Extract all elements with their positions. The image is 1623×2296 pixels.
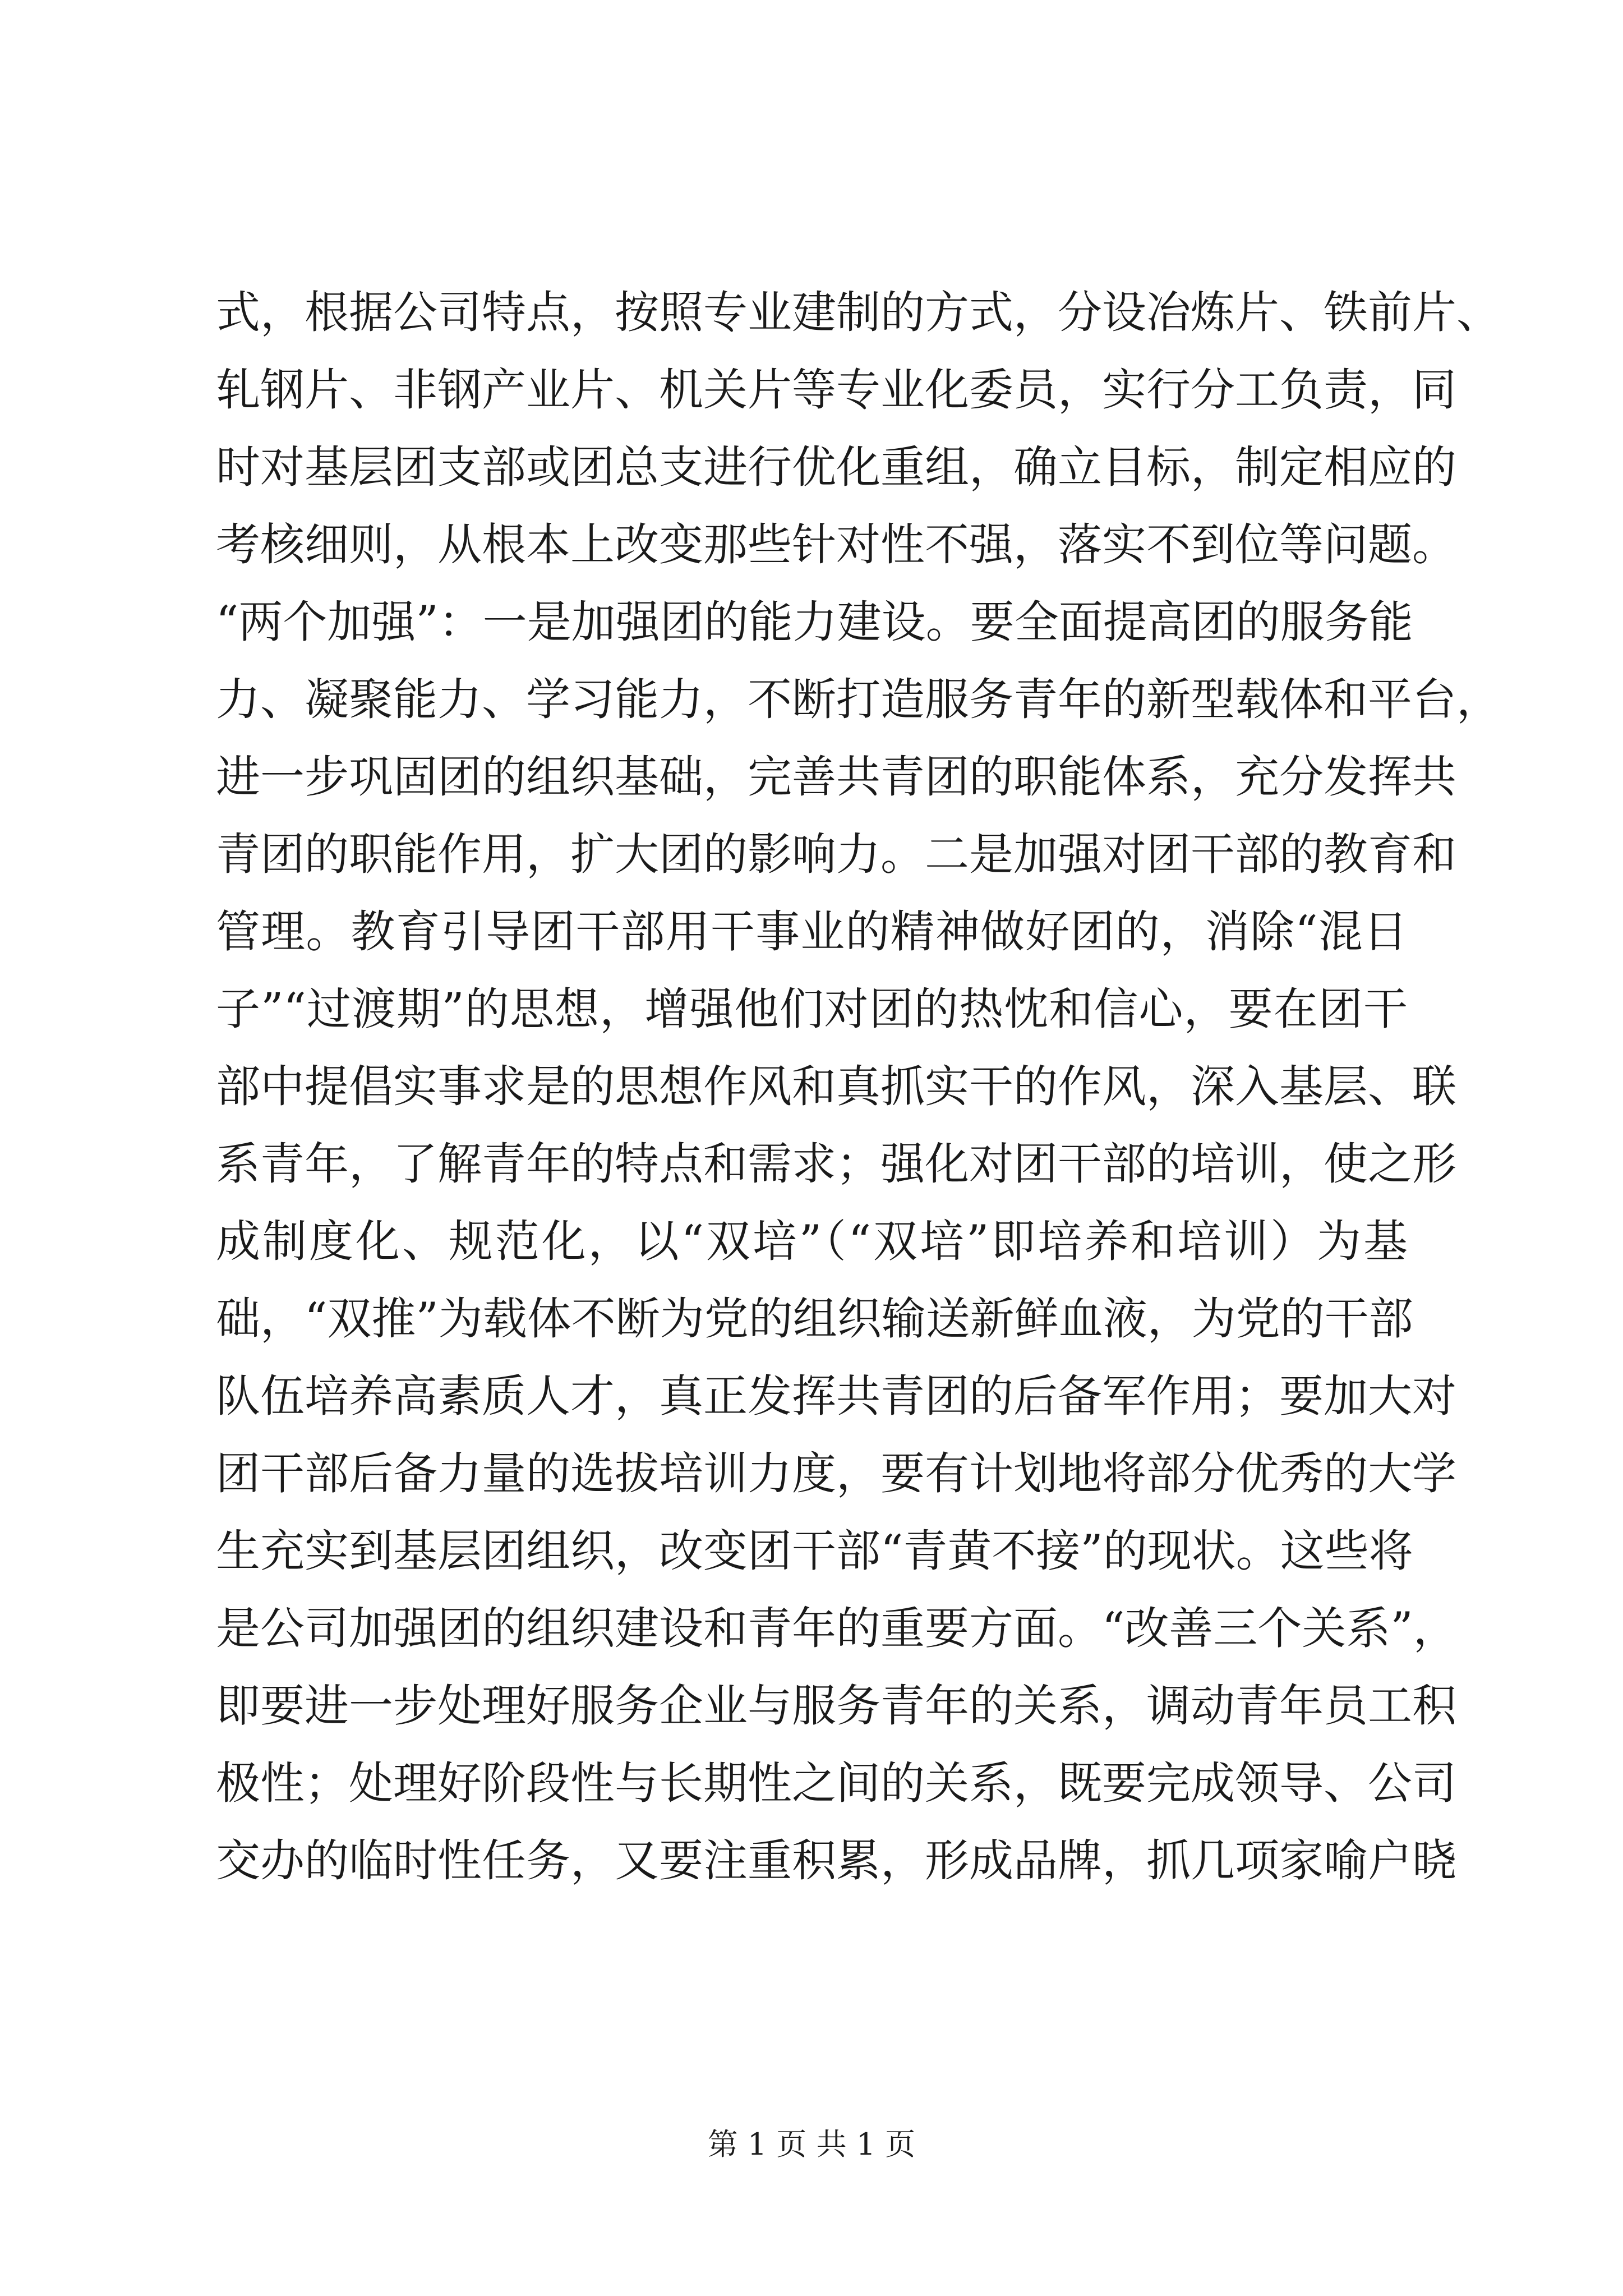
text-line: 管理。教育引导团干部用干事业的精神做好团的，消除“混日 xyxy=(216,906,1408,958)
page-footer xyxy=(0,2125,1623,2164)
body-text xyxy=(216,274,1501,1899)
text-line: 即要进一步处理好服务企业与服务青年的关系，调动青年员工积 xyxy=(216,1680,1456,1732)
text-line: 队伍培养高素质人才，真正发挥共青团的后备军作用；要加大对 xyxy=(216,1370,1456,1422)
text-line: 子”“过渡期”的思想，增强他们对团的热忱和信心，要在团干 xyxy=(216,983,1408,1035)
text-line: 部中提倡实事求是的思想作风和真抓实干的作风，深入基层、联 xyxy=(216,1061,1456,1112)
text-line: 极性；处理好阶段性与长期性之间的关系，既要完成领导、公司 xyxy=(216,1757,1456,1809)
text-line: 是公司加强团的组织建设和青年的重要方面。“改善三个关系”， xyxy=(216,1603,1458,1654)
page-number: 第 1 页 共 1 页 xyxy=(707,2127,916,2162)
text-line: “两个加强”：一是加强团的能力建设。要全面提高团的服务能 xyxy=(216,596,1413,648)
text-line: 础，“双推”为载体不断为党的组织输送新鲜血液，为党的干部 xyxy=(216,1293,1413,1345)
text-line: 交办的临时性任务，又要注重积累，形成品牌，抓几项家喻户晓 xyxy=(216,1835,1456,1887)
text-line: 时对基层团支部或团总支进行优化重组，确立目标，制定相应的 xyxy=(216,441,1456,493)
text-line: 青团的职能作用，扩大团的影响力。二是加强对团干部的教育和 xyxy=(216,829,1456,880)
text-line: 团干部后备力量的选拔培训力度，要有计划地将部分优秀的大学 xyxy=(216,1448,1456,1499)
text-line: 成制度化、规范化，以“双培”（“双培”即培养和培训）为基 xyxy=(216,1216,1408,1267)
text-line: 系青年，了解青年的特点和需求；强化对团干部的培训，使之形 xyxy=(216,1138,1456,1190)
text-line: 考核细则，从根本上改变那些针对性不强，落实不到位等问题。 xyxy=(216,519,1456,570)
text-line: 轧钢片、非钢产业片、机关片等专业化委员，实行分工负责，同 xyxy=(216,364,1456,416)
text-line: 力、凝聚能力、学习能力，不断打造服务青年的新型载体和平台， xyxy=(216,674,1501,725)
text-line: 生充实到基层团组织，改变团干部“青黄不接”的现状。这些将 xyxy=(216,1525,1413,1577)
text-line: 进一步巩固团的组织基础，完善共青团的职能体系，充分发挥共 xyxy=(216,751,1456,803)
text-line: 式，根据公司特点，按照专业建制的方式，分设冶炼片、铁前片、 xyxy=(216,287,1501,338)
